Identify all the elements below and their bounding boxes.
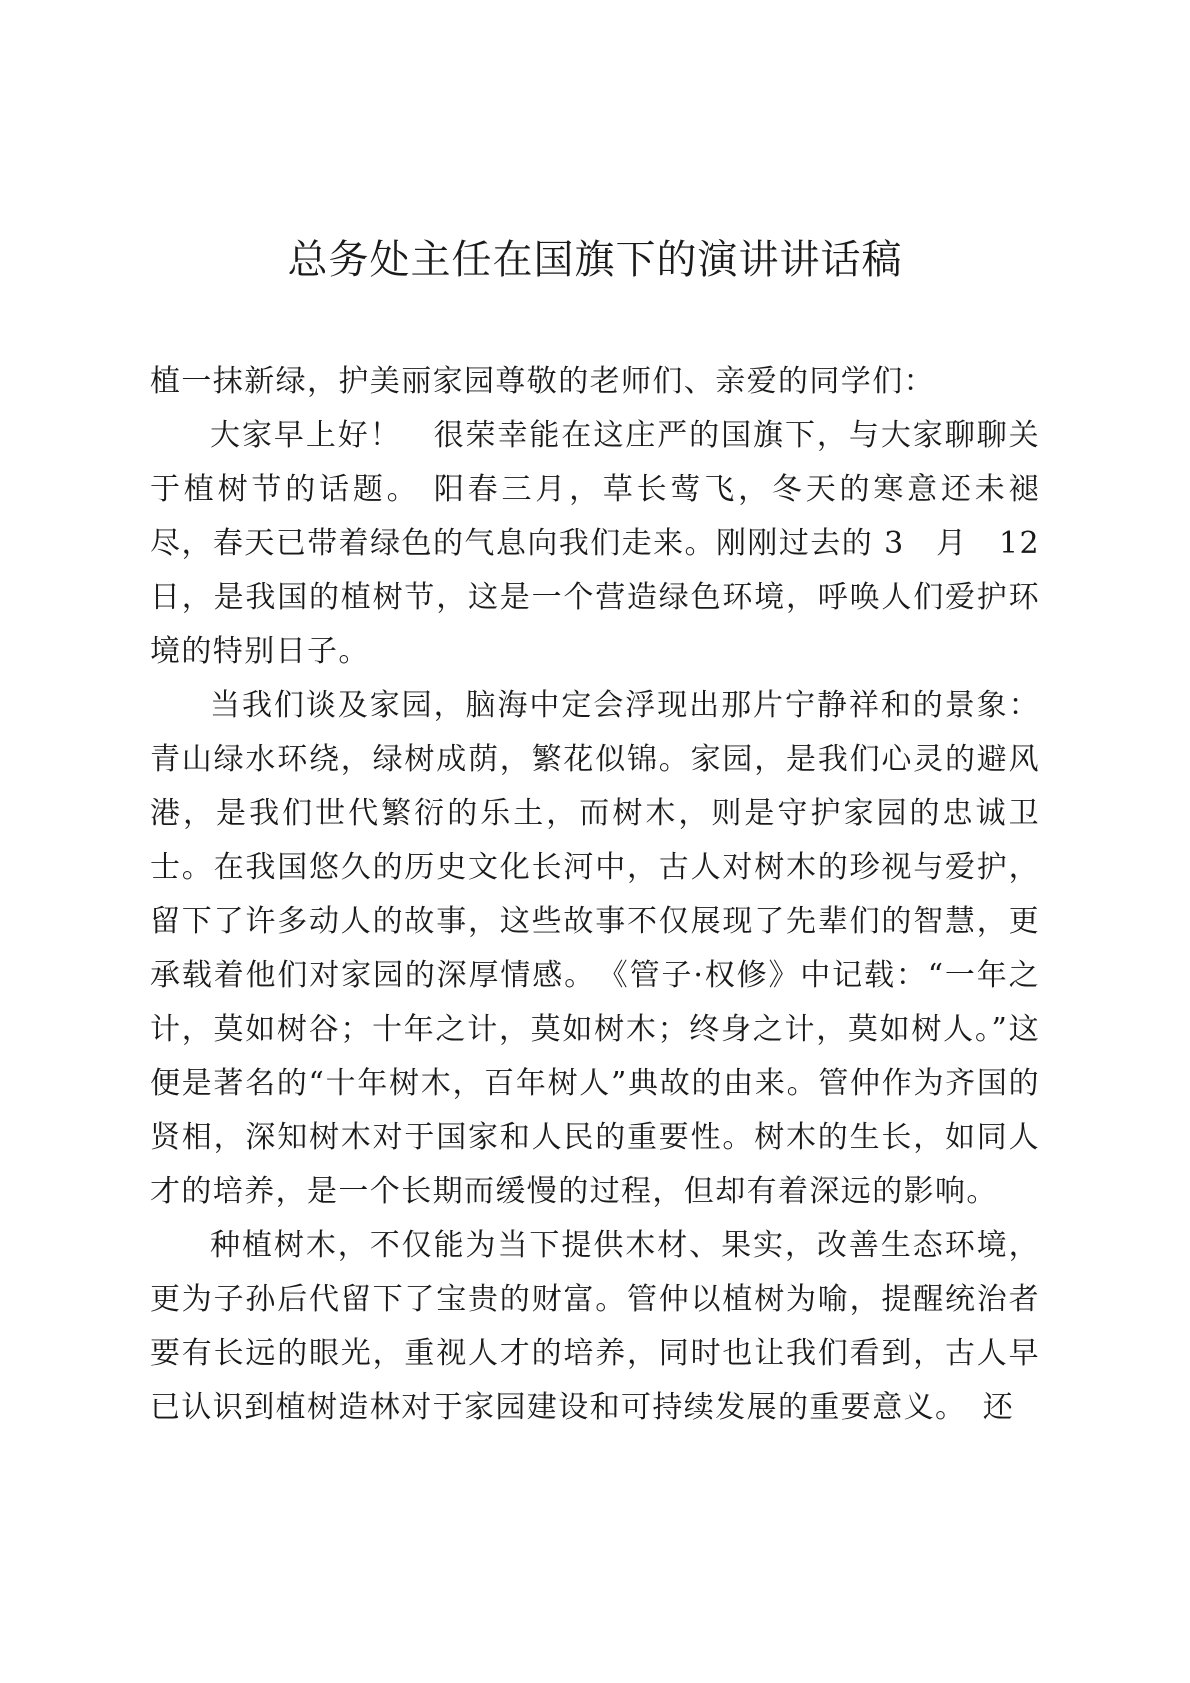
planting-paragraph: 种植树木，不仅能为当下提供木材、果实，改善生态环境，更为子孙后代留下了宝贵的财富。管仲以植树为喻，提醒统治者要有长远的眼光，重视人才的培养，同时也让我们看到，古人早已认识到植树造林对于家园建设和可持续发展的重要意义。 还 bbox=[150, 1228, 1040, 1425]
document-body bbox=[150, 355, 1072, 1435]
homeland-paragraph: 当我们谈及家园，脑海中定会浮现出那片宁静祥和的景象：青山绿水环绕，绿树成荫，繁花似锦。家园，是我们心灵的避风港，是我们世代繁衍的乐土，而树木，则是守护家园的忠诚卫士。在我国悠久的历史文化长河中，古人对树木的珍视与爱护，留下了许多动人的故事，这些故事不仅展现了先辈们的智慧，更承载着他们对家园的深厚情感。 《管子·权修》中记载：“一年之计，莫如树谷；十年之计，莫如树木；终身之计，莫如树人。”这便是著名的“十年树木，百年树人”典故的由来。管仲作为齐国的贤相，深知树木对于国家和人民的重要性。树木的生长，如同人才的培养，是一个长期而缓慢的过程，但却有着深远的影响。 bbox=[150, 688, 1040, 1209]
document-title: 总务处主任在国旗下的演讲讲话稿 bbox=[287, 237, 903, 283]
salutation-paragraph: 植一抹新绿，护美丽家园尊敬的老师们、亲爱的同学们： bbox=[150, 364, 935, 399]
greeting-paragraph: 大家早上好！ 很荣幸能在这庄严的国旗下，与大家聊聊关于植树节的话题。 阳春三月，草长莺飞，冬天的寒意还未褪尽，春天已带着绿色的气息向我们走来。刚刚过去的 3 月 12 日，是我国的植树节，这是一个营造绿色环境，呼唤人们爱护环境的特别日子。 bbox=[150, 418, 1072, 669]
